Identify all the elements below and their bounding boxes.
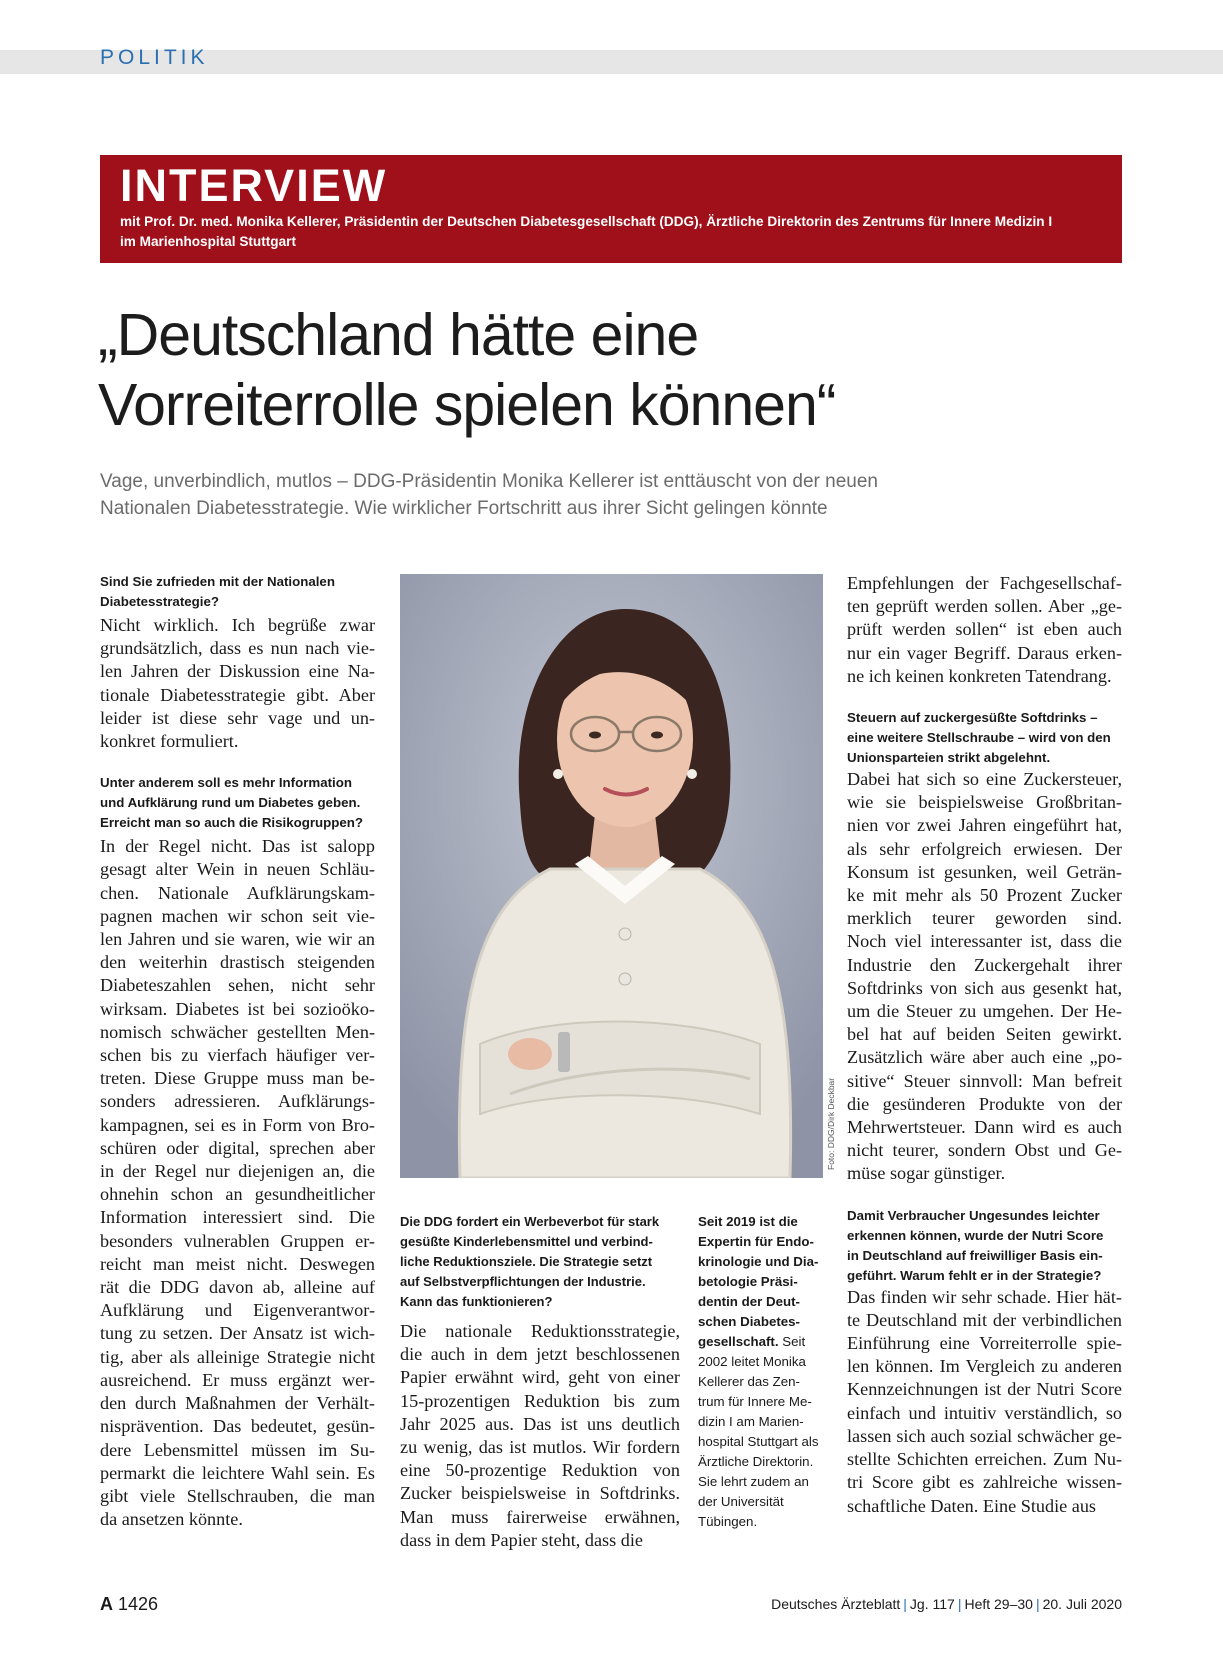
- lead-line: Nationalen Diabetesstrategie. Wie wirklicher Fortschritt aus ihrer Sicht gelingen könnte: [100, 498, 828, 519]
- answer-line: eine 50-prozentige Reduktion von: [400, 1460, 680, 1481]
- journal-volume: Jg. 117: [909, 1596, 955, 1612]
- answer-line: Kennzeichnungen ist der Nutri Score: [847, 1379, 1122, 1400]
- column-left: [100, 572, 375, 1551]
- question-line: auf Selbstverpflichtungen der Industrie.: [400, 1274, 646, 1289]
- answer-line: Einführung eine Vorreiterrolle spie-: [847, 1333, 1122, 1354]
- headline-line: Vorreiterrolle spielen können“: [98, 372, 836, 438]
- answer-line: ausreichend. Er muss ergänzt wer-: [100, 1369, 375, 1390]
- headline-line: „Deutschland hätte eine: [98, 302, 699, 368]
- caption-line: Kellerer das Zen-: [698, 1374, 800, 1389]
- answer-line: einfach und intuitiv verständlich, so: [847, 1402, 1122, 1423]
- interview-question: [400, 1212, 680, 1312]
- caption-bold: Expertin für Endo-: [698, 1234, 814, 1249]
- caption-line: Tübingen.: [698, 1514, 758, 1529]
- question-line: Erreicht man so auch die Risikogruppen?: [100, 815, 364, 831]
- answer-line: konkret formuliert.: [100, 731, 239, 752]
- answer-line: tig, aber als alleinige Strategie nicht: [100, 1346, 375, 1367]
- answer-line: Aufklärung und Eigenverantwor-: [100, 1300, 375, 1321]
- banner-title: INTERVIEW: [120, 160, 388, 211]
- caption-line: [698, 1292, 828, 1312]
- question-line: Unter anderem soll es mehr Information: [100, 775, 352, 791]
- question-line: gesüßte Kinderlebensmittel und verbind-: [400, 1234, 653, 1249]
- answer-line: Jahr 2025 aus. Das ist uns deutlich: [400, 1413, 680, 1434]
- interview-answer: [847, 572, 1122, 688]
- answer-line: tung zu setzen. Der Ansatz ist wich-: [100, 1323, 375, 1344]
- question-line: geführt. Warum fehlt er in der Strategie?: [847, 1267, 1102, 1283]
- interview-question: [100, 572, 375, 612]
- journal-footer: [771, 1596, 1122, 1612]
- footer-separator: |: [903, 1596, 907, 1612]
- answer-line: die gesünderen Produkte von der: [847, 1093, 1122, 1114]
- question-line: in Deutschland auf freiwilliger Basis ein-: [847, 1247, 1103, 1263]
- caption-bold: betologie Präsi-: [698, 1274, 798, 1289]
- question-line: Die DDG fordert ein Werbeverbot für stark: [400, 1214, 660, 1229]
- answer-line: len Jahren der Diskussion eine Na-: [100, 661, 375, 682]
- answer-line: treten. Diese Gruppe muss man be-: [100, 1068, 375, 1089]
- caption-bold: krinologie und Dia-: [698, 1254, 819, 1269]
- answer-line: die auch in dem jetzt beschlossenen: [400, 1344, 680, 1365]
- answer-line: ne ich keinen konkreten Tatendrang.: [847, 665, 1112, 686]
- answer-line: permarkt die leichtere Wahl sein. Es: [100, 1462, 375, 1483]
- caption-bold: schen Diabetes-: [698, 1314, 800, 1329]
- answer-line: reicht man meist nicht. Deswegen: [100, 1253, 375, 1274]
- caption-line: [698, 1232, 828, 1252]
- answer-line: Das finden wir sehr schade. Hier hät-: [847, 1286, 1122, 1307]
- caption-line: Ärztliche Direktorin.: [698, 1454, 814, 1469]
- caption-line: [698, 1272, 828, 1292]
- answer-line: nomisch schwächer gestellten Men-: [100, 1021, 375, 1042]
- answer-line: sitive“ Steuer sinnvoll: Man befreit: [847, 1070, 1122, 1091]
- answer-line: Empfehlungen der Fachgesellschaf-: [847, 573, 1122, 593]
- column-middle: [400, 1212, 680, 1552]
- answer-line: Diabeteszahlen sehen, nicht sehr: [100, 975, 375, 996]
- banner-subtitle-line: im Marienhospital Stuttgart: [120, 234, 296, 249]
- answer-line: tionale Diabetesstrategie gibt. Aber: [100, 684, 375, 705]
- answer-line: kampagnen, sei es in Form von Bro-: [100, 1114, 375, 1135]
- journal-date: 20. Juli 2020: [1042, 1596, 1122, 1612]
- answer-line: Industrie den Zuckergehalt ihrer: [847, 954, 1122, 975]
- answer-line: ke mit mehr als 50 Prozent Zucker: [847, 885, 1122, 906]
- question-line: liche Reduktionsziele. Die Strategie setzt: [400, 1254, 653, 1269]
- question-line: eine weitere Stellschraube – wird von den: [847, 730, 1111, 746]
- answer-line: als sehr erfolgreich erwiesen. Der: [847, 838, 1122, 859]
- answer-line: Dabei hat sich so eine Zuckersteuer,: [847, 769, 1122, 790]
- interview-answer: [847, 768, 1122, 1186]
- banner-subtitle: [120, 212, 1102, 252]
- answer-line: Mehrwertsteuer. Dann wird es auch: [847, 1117, 1122, 1138]
- caption-line: Sie lehrt zudem an: [698, 1474, 809, 1489]
- answer-line: nur ein vager Begriff. Daraus erken-: [847, 642, 1122, 663]
- answer-line: chen. Nationale Aufklärungskam-: [100, 882, 375, 903]
- caption-line: [698, 1252, 828, 1272]
- caption-line: [698, 1212, 828, 1232]
- answer-line: den durch Maßnahmen der Verhält-: [100, 1393, 375, 1414]
- answer-line: besonders vulnerablen Gruppen er-: [100, 1230, 375, 1251]
- page-prefix: A: [100, 1594, 113, 1614]
- answer-line: merklich teurer geworden sind.: [847, 908, 1122, 929]
- section-label: POLITIK: [100, 46, 209, 69]
- lead-text: [100, 468, 1110, 522]
- answer-line: da ansetzen könnte.: [100, 1509, 243, 1530]
- caption-line: [698, 1332, 828, 1352]
- answer-line: Die nationale Reduktionsstrategie,: [400, 1321, 680, 1341]
- banner-subtitle-line: mit Prof. Dr. med. Monika Kellerer, Präsidentin der Deutschen Diabetesgesellschaft (DDG), Ärztliche Direktorin des Zentrums für Innere Medizin I: [120, 214, 1053, 229]
- answer-line: ohnehin schon an gesundheitlicher: [100, 1184, 375, 1205]
- answer-line: nisprävention. Das bedeutet, gesün-: [100, 1416, 375, 1437]
- interview-answer: [400, 1320, 680, 1552]
- answer-line: dere Lebensmittel müssen im Su-: [100, 1439, 375, 1460]
- caption-regular: Seit: [778, 1334, 806, 1349]
- caption-line: dizin I am Marien-: [698, 1414, 804, 1429]
- interview-answer: [847, 1286, 1122, 1518]
- answer-line: sonders adressieren. Aufklärungs-: [100, 1091, 375, 1112]
- answer-line: Nicht wirklich. Ich begrüße zwar: [100, 615, 375, 635]
- answer-line: lassen sich auch sozial schwächer ge-: [847, 1425, 1122, 1446]
- page-number: [100, 1594, 158, 1615]
- answer-line: dass in dem Papier steht, dass die: [400, 1529, 643, 1550]
- answer-line: wirksam. Diabetes ist bei sozioöko-: [100, 998, 375, 1019]
- answer-line: den weiterhin drastisch steigenden: [100, 952, 375, 973]
- answer-line: In der Regel nicht. Das ist salopp: [100, 836, 375, 857]
- answer-line: bel hat auf beiden Seiten gewirkt.: [847, 1024, 1122, 1045]
- answer-line: gesagt alter Wein in neuen Schläu-: [100, 859, 375, 880]
- answer-line: in der Regel nur diejenigen an, die: [100, 1161, 375, 1182]
- answer-line: prüft werden sollen“ ist eben auch: [847, 619, 1122, 640]
- question-line: Damit Verbraucher Ungesundes leichter: [847, 1207, 1100, 1223]
- answer-line: nien vor zwei Jahren eingeführt hat,: [847, 815, 1122, 836]
- caption-line: 2002 leitet Monika: [698, 1354, 806, 1369]
- answer-line: rät die DDG davon ab, alleine auf: [100, 1277, 375, 1298]
- interview-question: [847, 708, 1122, 768]
- caption-line: der Universität: [698, 1494, 784, 1509]
- column-right: [847, 572, 1122, 1538]
- answer-line: Noch viel interessanter ist, dass die: [847, 931, 1122, 952]
- page-number-value: 1426: [118, 1594, 159, 1614]
- answer-line: Zucker beispielsweise in Softdrinks.: [400, 1483, 680, 1504]
- answer-line: Papier erwähnt wird, geht von einer: [400, 1367, 680, 1388]
- question-line: und Aufklärung rund um Diabetes geben.: [100, 795, 361, 811]
- answer-line: pagnen machen wir schon seit vie-: [100, 905, 375, 926]
- answer-line: schüren oder digital, sprechen aber: [100, 1137, 375, 1158]
- question-line: Diabetesstrategie?: [100, 594, 219, 609]
- interview-question: [847, 1206, 1122, 1286]
- answer-line: Information interessiert sind. Die: [100, 1207, 375, 1228]
- portrait-illustration: [400, 574, 823, 1178]
- portrait-photo: [400, 574, 823, 1178]
- caption-bold: gesellschaft.: [698, 1334, 779, 1349]
- answer-line: 15-prozentigen Reduktion bis zum: [400, 1390, 680, 1411]
- answer-line: zu wenig, das ist mutlos. Wir fordern: [400, 1437, 680, 1458]
- answer-line: Softdrinks von sich aus gesenkt hat,: [847, 977, 1122, 998]
- footer-separator: |: [957, 1596, 962, 1612]
- answer-line: tri Score gibt es zahlreiche wissen-: [847, 1472, 1122, 1493]
- interview-answer: [100, 614, 375, 753]
- interview-answer: [100, 835, 375, 1531]
- answer-line: grundsätzlich, dass es nun nach vie-: [100, 638, 375, 659]
- question-line: Sind Sie zufrieden mit der Nationalen: [100, 574, 335, 589]
- lead-line: Vage, unverbindlich, mutlos – DDG-Präsidentin Monika Kellerer ist enttäuscht von der neuen: [100, 471, 878, 492]
- photo-caption: [698, 1212, 828, 1532]
- answer-line: müse sogar günstiger.: [847, 1163, 1006, 1184]
- answer-line: schen bis zu vierfach häufiger ver-: [100, 1045, 375, 1066]
- answer-line: gibt viele Stellschrauben, die man: [100, 1485, 375, 1506]
- question-line: Steuern auf zuckergesüßte Softdrinks –: [847, 710, 1098, 726]
- caption-bold: dentin der Deut-: [698, 1294, 800, 1309]
- answer-line: um die Steuer zu umgehen. Der He-: [847, 1001, 1122, 1022]
- answer-line: Man muss fairerweise erwähnen,: [400, 1506, 680, 1527]
- answer-line: Zusätzlich wäre aber auch eine „po-: [847, 1047, 1122, 1068]
- photo-credit: Foto: DDG/Dirk Deckbar: [826, 1077, 836, 1170]
- journal-issue: Heft 29–30: [964, 1596, 1033, 1612]
- answer-line: nicht teurer, sondern Obst und Ge-: [847, 1140, 1122, 1161]
- answer-line: wie sie beispielsweise Großbritan-: [847, 792, 1122, 813]
- answer-line: leider ist diese sehr vage und un-: [100, 707, 375, 728]
- answer-line: len Jahren und sie waren, wie wir an: [100, 929, 375, 950]
- answer-line: Konsum ist gesunken, weil Geträn-: [847, 861, 1122, 882]
- footer-separator: |: [1035, 1596, 1040, 1612]
- answer-line: stellte Schichten erreichen. Zum Nu-: [847, 1449, 1122, 1470]
- caption-line: [698, 1312, 828, 1332]
- answer-line: len können. Im Vergleich zu anderen: [847, 1356, 1122, 1377]
- headline: [98, 300, 1118, 440]
- question-line: erkennen können, wurde der Nutri Score: [847, 1227, 1104, 1243]
- journal-name: Deutsches Ärzteblatt: [771, 1596, 901, 1612]
- question-line: Unionsparteien strikt abgelehnt.: [847, 750, 1051, 766]
- caption-line: hospital Stuttgart als: [698, 1434, 819, 1449]
- interview-banner: [100, 155, 1122, 263]
- caption-bold: Seit 2019 ist die: [698, 1214, 798, 1229]
- caption-line: trum für Innere Me-: [698, 1394, 812, 1409]
- interview-question: [100, 773, 375, 833]
- answer-line: te Deutschland mit der verbindlichen: [847, 1309, 1122, 1330]
- question-line: Kann das funktionieren?: [400, 1294, 553, 1309]
- answer-line: schaftliche Daten. Eine Studie aus: [847, 1495, 1096, 1516]
- answer-line: ten geprüft werden sollen. Aber „ge-: [847, 596, 1122, 617]
